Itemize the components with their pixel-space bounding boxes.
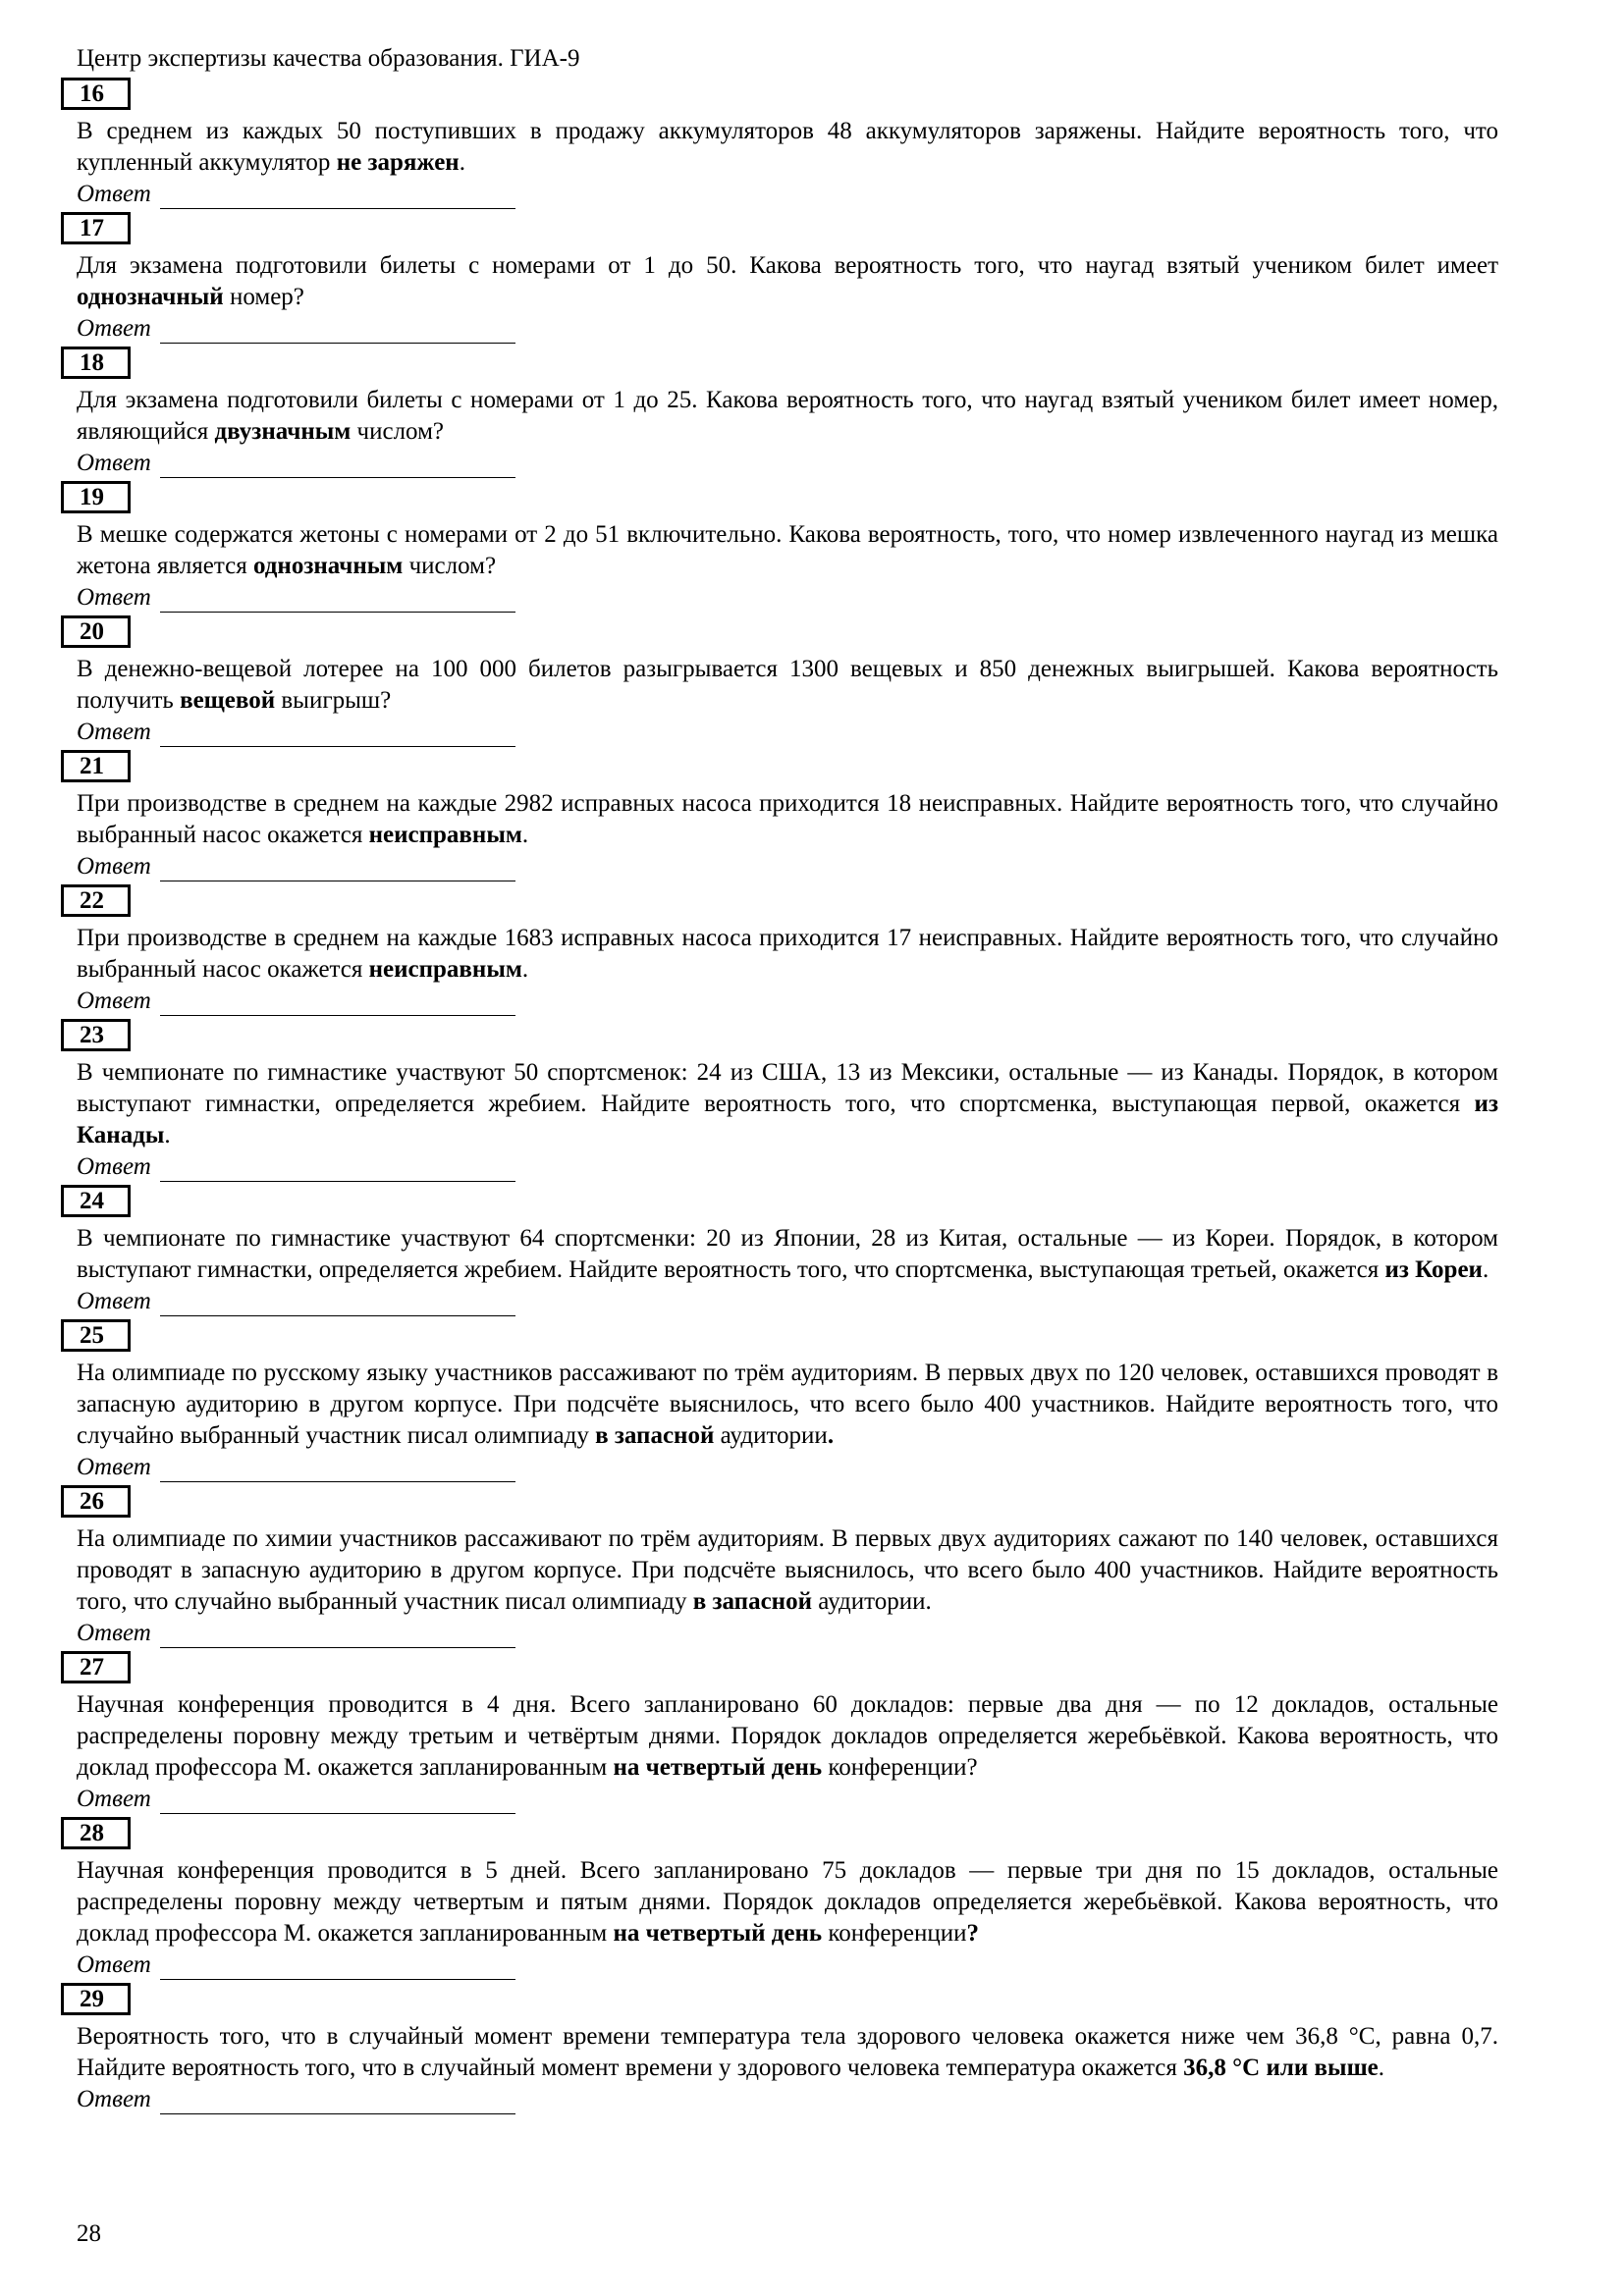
task-text-segment: При производстве в среднем на каждые 1683 исправных насоса приходится 17 неисправных. Найдите вероятность того, что случайно выбранный насос окажется — [77, 925, 1498, 983]
task-26 — [77, 1485, 1498, 1651]
task-text — [77, 116, 1498, 179]
task-text — [77, 385, 1498, 448]
task-text-segment: В чемпионате по гимнастике участвуют 64 спортсменки: 20 из Японии, 28 из Китая, остальные — из Кореи. Порядок, в котором выступают гимнастки, определяется жребием. Найдите вероятность того, что спортсменка, выступающая третьей, окажется — [77, 1225, 1498, 1283]
task-number-box: 25 — [61, 1319, 131, 1352]
task-text-emphasis: в запасной — [595, 1422, 715, 1449]
task-number-box: 18 — [61, 347, 131, 379]
task-text-emphasis: двузначным — [214, 418, 352, 445]
task-21 — [77, 750, 1498, 884]
task-text — [77, 923, 1498, 986]
task-text-segment: числом? — [403, 553, 497, 579]
task-list — [77, 78, 1498, 2117]
answer-row — [77, 1286, 1498, 1319]
task-text-emphasis: неисправным — [368, 956, 522, 983]
task-text-segment: . — [459, 149, 465, 176]
answer-input-line[interactable] — [160, 1481, 515, 1482]
answer-label: Ответ — [77, 1620, 151, 1646]
answer-input-line[interactable] — [160, 1979, 515, 1980]
task-20 — [77, 615, 1498, 750]
answer-input-line[interactable] — [160, 477, 515, 478]
answer-input-line[interactable] — [160, 2113, 515, 2114]
task-25 — [77, 1319, 1498, 1485]
answer-label: Ответ — [77, 1786, 151, 1812]
answer-row — [77, 448, 1498, 481]
task-text — [77, 2021, 1498, 2084]
answer-row — [77, 717, 1498, 750]
task-text-emphasis: на четвертый день — [613, 1754, 823, 1781]
document-page — [77, 43, 1498, 2117]
answer-label: Ответ — [77, 450, 151, 476]
answer-row — [77, 1784, 1498, 1817]
task-text-emphasis: 36,8 °С или выше — [1183, 2055, 1379, 2081]
task-28 — [77, 1817, 1498, 1983]
task-number-box: 20 — [61, 615, 131, 648]
answer-label: Ответ — [77, 584, 151, 611]
answer-input-line[interactable] — [160, 1015, 515, 1016]
task-text — [77, 1523, 1498, 1618]
answer-row — [77, 1452, 1498, 1485]
task-text-segment: Для экзамена подготовили билеты с номерами от 1 до 50. Какова вероятность того, что наугад взятый учеником билет имеет — [77, 252, 1498, 279]
answer-input-line[interactable] — [160, 1813, 515, 1814]
task-text — [77, 788, 1498, 851]
answer-label: Ответ — [77, 1951, 151, 1978]
answer-label: Ответ — [77, 315, 151, 342]
task-text-segment: При производстве в среднем на каждые 2982 исправных насоса приходится 18 неисправных. Найдите вероятность того, что случайно выбранный насос окажется — [77, 790, 1498, 848]
answer-row — [77, 1618, 1498, 1651]
task-text-segment: На олимпиаде по химии участников рассаживают по трём аудиториям. В первых двух аудиториях сажают по 140 человек, оставшихся проводят в запасную аудиторию в другом корпусе. При подсчёте выяснилось, что всего было 400 участников. Найдите вероятность того, что случайно выбранный участник писал олимпиаду — [77, 1525, 1498, 1615]
answer-row — [77, 313, 1498, 347]
answer-label: Ответ — [77, 988, 151, 1014]
task-16 — [77, 78, 1498, 212]
task-number-box: 29 — [61, 1983, 131, 2015]
task-text-emphasis: вещевой — [180, 687, 276, 714]
task-23 — [77, 1019, 1498, 1185]
answer-input-line[interactable] — [160, 1647, 515, 1648]
task-number-box: 19 — [61, 481, 131, 513]
task-number-box: 17 — [61, 212, 131, 244]
task-29 — [77, 1983, 1498, 2117]
task-text — [77, 519, 1498, 582]
task-18 — [77, 347, 1498, 481]
task-text-segment: Научная конференция проводится в 4 дня. Всего запланировано 60 докладов: первые два дня — по 12 докладов, остальные распределены поровну между третьим и четвёртым днями. Порядок докладов определяется жеребьёвкой. Какова вероятность, что доклад профессора М. окажется запланированным — [77, 1691, 1498, 1781]
answer-label: Ответ — [77, 1454, 151, 1480]
task-text — [77, 654, 1498, 717]
task-17 — [77, 212, 1498, 347]
task-text-segment: Для экзамена подготовили билеты с номерами от 1 до 25. Какова вероятность того, что наугад взятый учеником билет имеет номер, являющийся — [77, 387, 1498, 445]
answer-label: Ответ — [77, 719, 151, 745]
task-text-segment: аудитории. — [812, 1588, 932, 1615]
task-text-segment: В среднем из каждых 50 поступивших в продажу аккумуляторов 48 аккумуляторов заряжены. Найдите вероятность того, что купленный аккумулятор — [77, 118, 1498, 176]
page-header: Центр экспертизы качества образования. ГИА-9 — [77, 45, 580, 72]
answer-label: Ответ — [77, 1288, 151, 1314]
task-text — [77, 1223, 1498, 1286]
task-text-segment: На олимпиаде по русскому языку участников рассаживают по трём аудиториям. В первых двух по 120 человек, оставшихся проводят в запасную аудиторию в другом корпусе. При подсчёте выяснилось, что всего было 400 участников. Найдите вероятность того, что случайно выбранный участник писал олимпиаду — [77, 1360, 1498, 1449]
task-text — [77, 1358, 1498, 1452]
task-text-segment: числом? — [351, 418, 444, 445]
task-text-segment: выигрыш? — [275, 687, 392, 714]
answer-row — [77, 1151, 1498, 1185]
answer-label: Ответ — [77, 2086, 151, 2112]
task-number-box: 22 — [61, 884, 131, 917]
task-text — [77, 1855, 1498, 1949]
answer-row — [77, 582, 1498, 615]
task-text — [77, 1057, 1498, 1151]
task-text-emphasis: однозначный — [77, 284, 224, 310]
task-text-segment: В чемпионате по гимнастике участвуют 50 спортсменок: 24 из США, 13 из Мексики, остальные — из Канады. Порядок, в котором выступают гимнастки, определяется жребием. Найдите вероятность того, что спортсменка, выступающая первой, окажется — [77, 1059, 1498, 1117]
task-24 — [77, 1185, 1498, 1319]
answer-input-line[interactable] — [160, 1315, 515, 1316]
answer-label: Ответ — [77, 853, 151, 880]
task-19 — [77, 481, 1498, 615]
answer-row — [77, 179, 1498, 212]
task-text — [77, 250, 1498, 313]
task-number-box: 27 — [61, 1651, 131, 1683]
task-number-box: 26 — [61, 1485, 131, 1518]
task-text-segment: конференции — [822, 1920, 967, 1947]
task-text-segment: . — [1378, 2055, 1385, 2081]
task-text-segment: конференции? — [822, 1754, 978, 1781]
task-text-emphasis: в запасной — [692, 1588, 812, 1615]
task-text-emphasis: неисправным — [368, 822, 522, 848]
answer-input-line[interactable] — [160, 746, 515, 747]
answer-label: Ответ — [77, 1153, 151, 1180]
answer-input-line[interactable] — [160, 612, 515, 613]
task-text-segment: . — [1482, 1256, 1489, 1283]
answer-label: Ответ — [77, 181, 151, 207]
answer-row — [77, 1949, 1498, 1983]
task-text-segment: В денежно-вещевой лотерее на 100 000 билетов разыгрывается 1300 вещевых и 850 денежных выигрышей. Какова вероятность получить — [77, 656, 1498, 714]
task-text-segment: . — [521, 822, 529, 848]
task-text-emphasis: не заряжен — [336, 149, 460, 176]
task-text-emphasis: однозначным — [252, 553, 404, 579]
task-text-segment: Вероятность того, что в случайный момент времени температура тела здорового человека окажется ниже чем 36,8 °С, равна 0,7. Найдите вероятность того, что в случайный момент времени у здорового человека температура окажется — [77, 2023, 1498, 2081]
task-text-emphasis: из Кореи — [1384, 1256, 1483, 1283]
task-27 — [77, 1651, 1498, 1817]
answer-input-line[interactable] — [160, 343, 515, 344]
answer-row — [77, 2084, 1498, 2117]
task-text — [77, 1689, 1498, 1784]
task-text-emphasis: из Канады — [77, 1091, 1498, 1148]
task-text-emphasis: . — [827, 1422, 835, 1449]
task-number-box: 16 — [61, 78, 131, 110]
task-text-segment: . — [521, 956, 529, 983]
task-text-emphasis: на четвертый день — [613, 1920, 823, 1947]
task-22 — [77, 884, 1498, 1019]
answer-row — [77, 851, 1498, 884]
answer-input-line[interactable] — [160, 1181, 515, 1182]
task-number-box: 24 — [61, 1185, 131, 1217]
task-number-box: 28 — [61, 1817, 131, 1849]
page-number: 28 — [77, 2220, 101, 2247]
task-text-segment: Научная конференция проводится в 5 дней. Всего запланировано 75 докладов — первые три дня по 15 докладов, остальные распределены поровну между четвертым и пятым днями. Порядок докладов определяется жеребьёвкой. Какова вероятность, что доклад профессора М. окажется запланированным — [77, 1857, 1498, 1947]
task-text-segment: В мешке содержатся жетоны с номерами от 2 до 51 включительно. Какова вероятность, того, что номер извлеченного наугад из мешка жетона является — [77, 521, 1498, 579]
task-text-segment: номер? — [223, 284, 304, 310]
answer-input-line[interactable] — [160, 208, 515, 209]
task-text-segment: . — [164, 1122, 171, 1148]
task-number-box: 21 — [61, 750, 131, 782]
task-text-emphasis: ? — [966, 1920, 980, 1947]
task-number-box: 23 — [61, 1019, 131, 1051]
answer-row — [77, 986, 1498, 1019]
task-text-segment: аудитории — [714, 1422, 828, 1449]
